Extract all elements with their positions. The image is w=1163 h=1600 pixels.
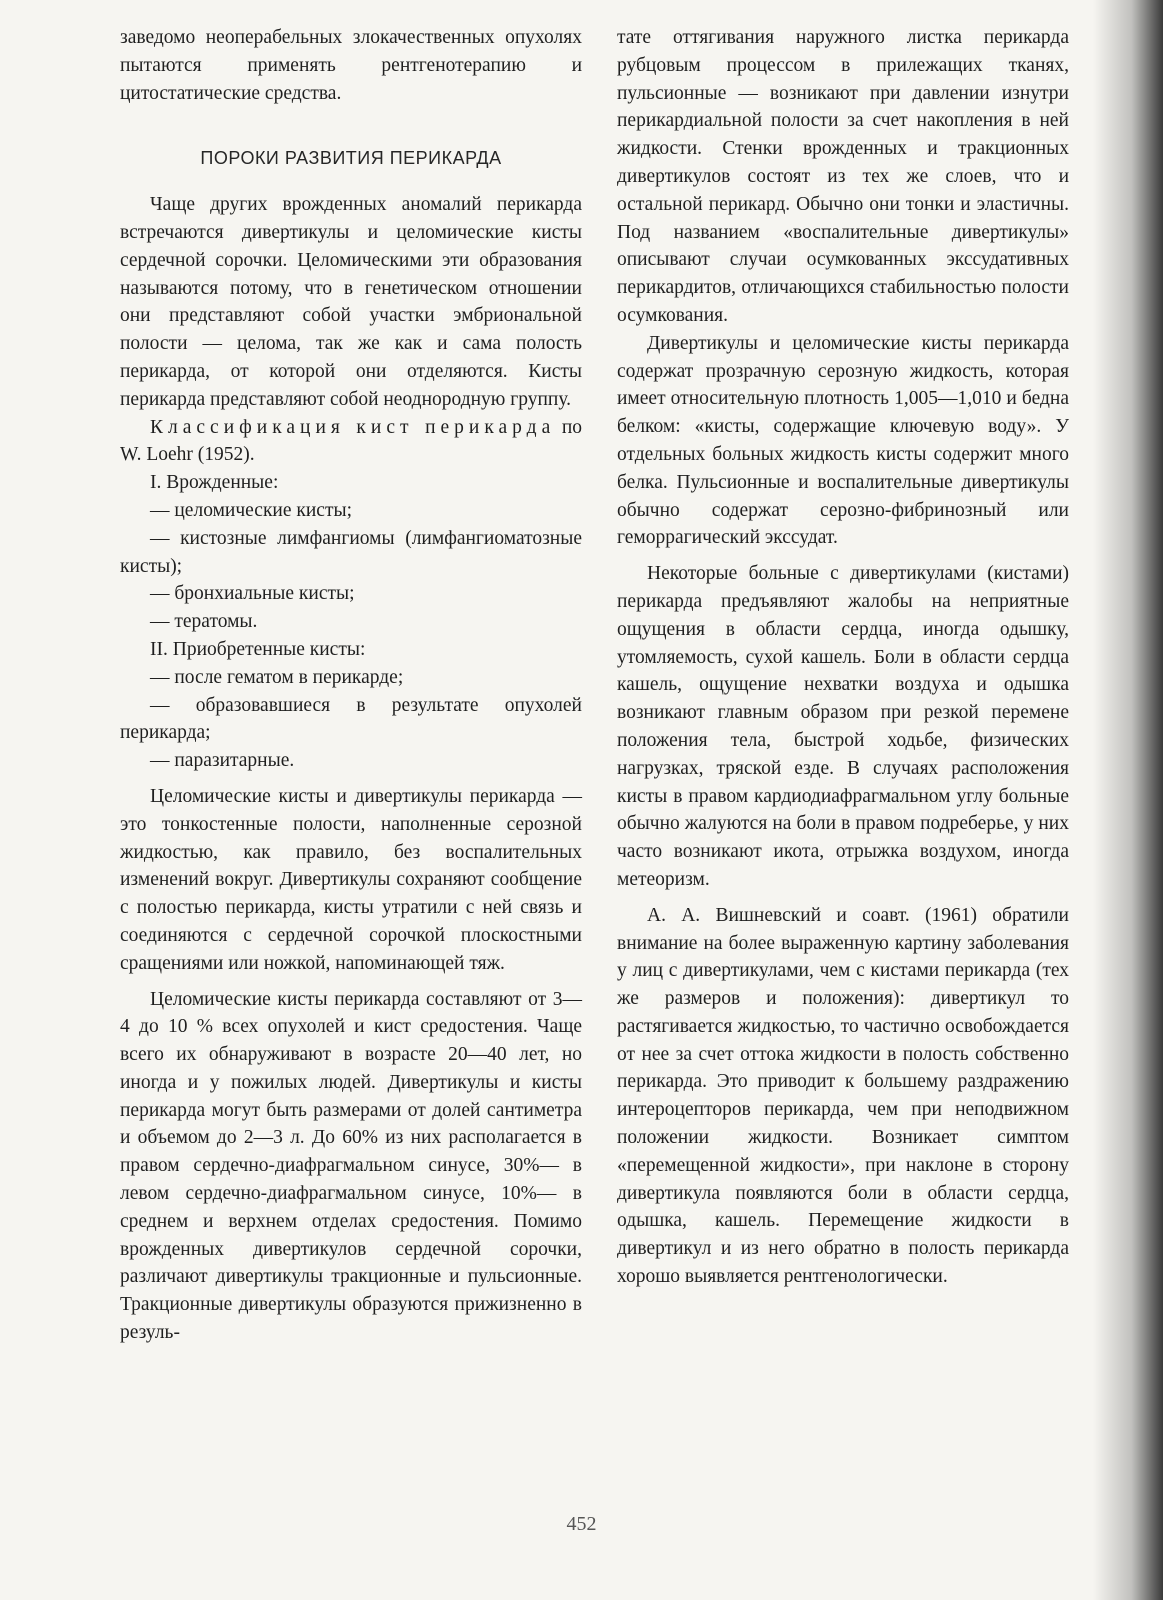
scan-shadow-edge xyxy=(1093,0,1163,1600)
list-item: — тератомы. xyxy=(150,611,258,633)
list-item: — после гематом в перикарде; xyxy=(150,666,404,688)
list-item: — бронхиальные кисты; xyxy=(150,583,355,605)
right-column xyxy=(617,24,1069,1291)
left-column xyxy=(120,24,582,1347)
classification-author: по W. Loehr (1952). xyxy=(120,416,583,466)
paragraph-traction: тате оттягивания наружного листка перикарда рубцовым процессом в прилежащих тканях, пульсионные — возникают при давлении изнутри перикардиальной полости за счет накопления в ней жидкости. Стенки врожденных и тракционных дивертикулов состоят из тех же слоев, что и остальной перикард. Обычно они тонки и эластичны. Под названием «воспалительные дивертикулы» описывают случаи осумкованных экссудативных перикардитов, отличающихся стабильностью полости осумкования. xyxy=(617,27,1069,326)
paragraph-thin-walled: Целомические кисты и дивертикулы перикарда — это тонкостенные полости, наполненные серозной жидкостью, как правило, без воспалительных изменений вокруг. Дивертикулы сохраняют сообщение с полостью перикарда, кисты утратили с ней связь и соединяются с сердечной сорочкой плоскостными сращениями или ножкой, напоминающей тяж. xyxy=(120,785,582,974)
group-congenital-title: I. Врожденные: xyxy=(150,472,279,494)
page-number: 452 xyxy=(566,1513,597,1535)
list-item: — паразитарные. xyxy=(150,750,295,772)
classification-heading xyxy=(120,414,582,470)
intro-paragraph: заведомо неоперабельных злокачественных опухолях пытаются применять рентгенотерапию и цитостатические средства. xyxy=(120,27,582,104)
paragraph-anomalies: Чаще других врожденных аномалий перикарда встречаются дивертикулы и целомические кисты сердечной сорочки. Целомическими эти образования называются потому, что в генетическом отношении они представляют собой участки эмбриональной полости — целома, так же как и сама полость перикарда, от которой они отделяются. Кисты перикарда представляют собой неоднородную группу. xyxy=(120,194,582,410)
paragraph-fluid: Дивертикулы и целомические кисты перикарда содержат прозрачную серозную жидкость, которая имеет относительную плотность 1,005—1,010 и бедна белком: «кисты, содержащие ключевую воду». У отдельных больных жидкость кисты содержит много белка. Пульсионные и воспалительные дивертикулы обычно содержат серозно-фибринозный или геморрагический экссудат. xyxy=(617,332,1069,549)
paragraph-frequency: Целомические кисты перикарда составляют от 3—4 до 10 % всех опухолей и кист средостения. Чаще всего их обнаруживают в возрасте 20—40 лет, но иногда и у пожилых людей. Дивертикулы и кисты перикарда могут быть размерами от долей сантиметра и объемом до 2—3 л. До 60% из них располагается в правом сердечно-диафрагмальном синусе, 30%— в левом сердечно-диафрагмальном синусе, 10%— в среднем и верхнем отделах средостения. Помимо врожденных дивертикулов сердечной сорочки, различают дивертикулы тракционные и пульсионные. Тракционные дивертикулы образуются прижизненно в резуль- xyxy=(120,988,582,1344)
list-item: — образовавшиеся в результате опухолей перикарда; xyxy=(120,694,582,744)
list-item: — кистозные лимфангиомы (лимфангиоматозные кисты); xyxy=(120,527,582,577)
list-item: — целомические кисты; xyxy=(150,499,352,521)
section-heading: ПОРОКИ РАЗВИТИЯ ПЕРИКАРДА xyxy=(200,148,502,169)
classification-title: Классификация кист перикарда xyxy=(150,416,556,438)
group-acquired-title: II. Приобретенные кисты: xyxy=(150,638,366,660)
paragraph-vishnevsky: А. А. Вишневский и соавт. (1961) обратили внимание на более выраженную картину заболевания у лиц с дивертикулами, чем с кистами перикарда (тех же размеров и положения): дивертикул то растягивается жидкостью, то частично освобождается от нее за счет оттока жидкости в полость собственно перикарда. Это приводит к большему раздражению интероцепторов перикарда, чем при неподвижном положении жидкости. Возникает симптом «перемещенной жидкости», при наклоне в сторону дивертикула появляются боли в области сердца, одышка, кашель. Перемещение жидкости в дивертикул и из него обратно в полость перикарда хорошо выявляется рентгенологически. xyxy=(617,904,1069,1288)
paragraph-complaints: Некоторые больные с дивертикулами (кистами) перикарда предъявляют жалобы на неприятные ощущения в области сердца, иногда одышку, утомляемость, сухой кашель. Боли в области сердца кашель, ощущение нехватки воздуха и одышка возникают главным образом при резкой перемене положения тела, быстрой ходьбе, физических нагрузках, тряской езде. В случаях расположения кисты в правом кардиодиафрагмальном углу больные обычно жалуются на боли в правом подреберье, у них часто возникают икота, отрыжка воздухом, иногда метеоризм. xyxy=(617,563,1069,890)
